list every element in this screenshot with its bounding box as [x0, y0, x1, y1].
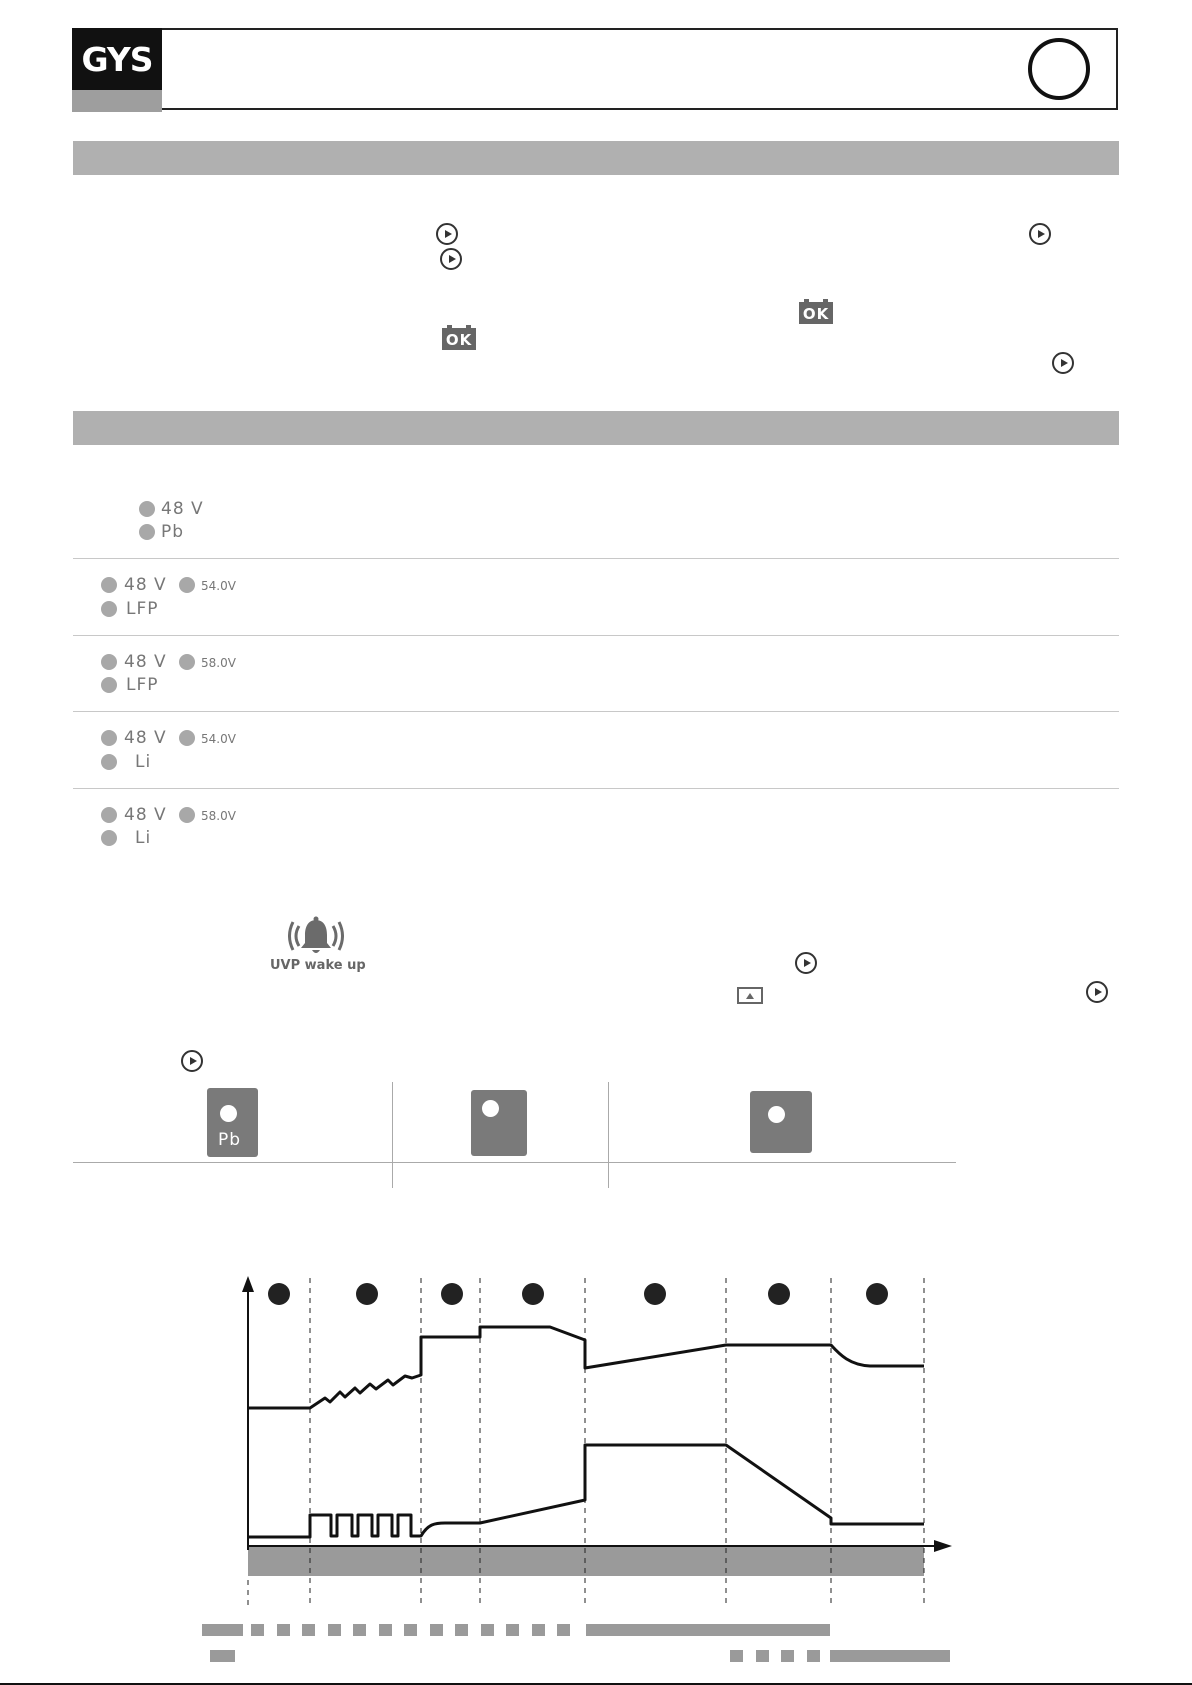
blink-segment — [557, 1624, 570, 1636]
blink-segment — [756, 1650, 769, 1662]
blink-segment — [251, 1624, 264, 1636]
alarm-label: UVP wake up — [270, 958, 366, 973]
mode-voltage: 48 V — [124, 652, 167, 672]
mode-voltage: 48 V — [124, 728, 167, 748]
indicator-bar — [210, 1650, 235, 1662]
indicator-bar — [202, 1624, 243, 1636]
blink-segment — [379, 1624, 392, 1636]
blink-segment — [807, 1650, 820, 1662]
blink-segment — [430, 1624, 443, 1636]
phase-marker-1 — [268, 1283, 290, 1305]
mode-voltage: 48 V — [161, 499, 204, 519]
blink-segment — [328, 1624, 341, 1636]
phase-marker-6 — [768, 1283, 790, 1305]
blink-segment — [781, 1650, 794, 1662]
mode-sub-voltage: 54.0V — [201, 579, 236, 593]
phase-marker-4 — [522, 1283, 544, 1305]
mode-chemistry: Pb — [161, 522, 185, 542]
blink-segment — [353, 1624, 366, 1636]
mode-sub-voltage: 58.0V — [201, 809, 236, 823]
mode-chemistry: Li — [135, 752, 152, 772]
x-axis-arrow — [934, 1540, 952, 1552]
blink-segment — [455, 1624, 468, 1636]
mode-chemistry: LFP — [126, 599, 159, 619]
blink-segment — [302, 1624, 315, 1636]
phase-marker-3 — [441, 1283, 463, 1305]
logo-text: GYS — [72, 28, 162, 90]
mode-sub-voltage: 58.0V — [201, 656, 236, 670]
phase-marker-7 — [866, 1283, 888, 1305]
mode-chemistry: Li — [135, 828, 152, 848]
indicator-bar — [586, 1624, 830, 1636]
current-curve — [248, 1445, 924, 1537]
phase-marker-2 — [356, 1283, 378, 1305]
battery-ok-icon: OK — [442, 328, 476, 350]
blink-segment — [532, 1624, 545, 1636]
blink-segment — [277, 1624, 290, 1636]
y-axis-arrow — [242, 1276, 254, 1292]
indicator-bar — [830, 1650, 950, 1662]
mode-voltage: 48 V — [124, 805, 167, 825]
tile-text: Pb — [218, 1130, 242, 1150]
mode-voltage: 48 V — [124, 575, 167, 595]
battery-ok-icon: OK — [799, 302, 833, 324]
blink-segment — [730, 1650, 743, 1662]
voltage-curve — [248, 1327, 924, 1408]
blink-segment — [506, 1624, 519, 1636]
blink-segment — [404, 1624, 417, 1636]
blink-segment — [481, 1624, 494, 1636]
mode-sub-voltage: 54.0V — [201, 732, 236, 746]
chart-band — [248, 1546, 924, 1576]
mode-chemistry: LFP — [126, 675, 159, 695]
phase-marker-5 — [644, 1283, 666, 1305]
